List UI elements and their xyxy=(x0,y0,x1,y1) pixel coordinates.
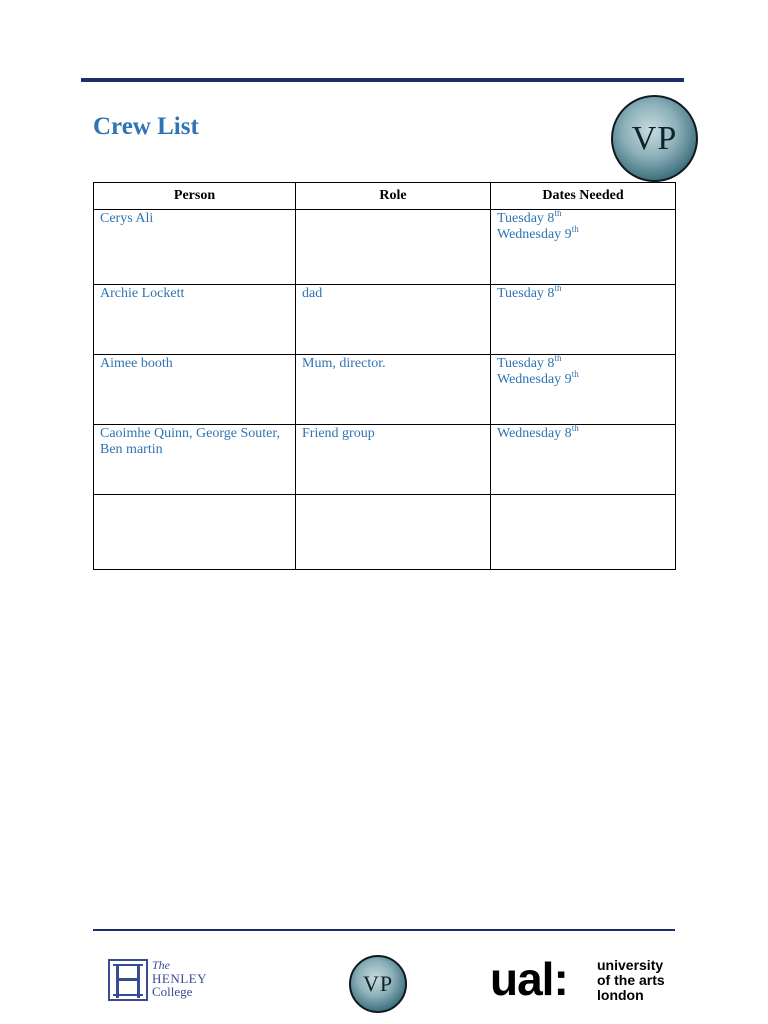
date-text: Wednesday 8 xyxy=(497,426,572,441)
ual-tagline xyxy=(597,958,665,1003)
role-cell xyxy=(296,425,491,495)
vp-logo-text: VP xyxy=(631,119,678,157)
person-name: Aimee booth xyxy=(100,356,173,371)
table-row xyxy=(94,285,676,355)
vp-logo xyxy=(611,95,698,182)
dates-cell xyxy=(491,425,676,495)
role-text: Mum, director. xyxy=(302,356,386,371)
date-text: Wednesday 9 xyxy=(497,372,572,387)
role-cell xyxy=(296,285,491,355)
person-cell xyxy=(94,425,296,495)
henley-wordmark xyxy=(152,959,207,998)
henley-the: The xyxy=(152,958,170,972)
date-text: Tuesday 8 xyxy=(497,211,555,226)
person-name: Archie Lockett xyxy=(100,286,185,301)
crew-table xyxy=(93,182,676,570)
date-suffix: th xyxy=(554,353,562,363)
date-text: Tuesday 8 xyxy=(497,356,555,371)
ual-wordmark: ual: xyxy=(490,953,568,1005)
person-cell xyxy=(94,495,296,570)
header-role: Role xyxy=(296,183,491,210)
person-cell xyxy=(94,210,296,285)
date-line xyxy=(497,208,669,227)
header-person: Person xyxy=(94,183,296,210)
page-title: Crew List xyxy=(93,113,199,140)
dates-cell xyxy=(491,210,676,285)
table-header-row xyxy=(94,183,676,210)
date-text: Wednesday 9 xyxy=(497,227,572,242)
table-row xyxy=(94,210,676,285)
date-suffix: th xyxy=(571,224,579,234)
table-row xyxy=(94,495,676,570)
henley-emblem-icon xyxy=(108,959,148,1001)
role-cell xyxy=(296,210,491,285)
role-text: Friend group xyxy=(302,426,375,441)
dates-cell xyxy=(491,355,676,425)
header-dates-needed: Dates Needed xyxy=(491,183,676,210)
dates-cell xyxy=(491,285,676,355)
person-cell xyxy=(94,285,296,355)
ual-line-1: university xyxy=(597,957,664,973)
date-line xyxy=(497,369,669,388)
henley-college: College xyxy=(152,984,193,999)
role-cell xyxy=(296,495,491,570)
role-text: dad xyxy=(302,286,323,301)
role-cell xyxy=(296,355,491,425)
table-row xyxy=(94,355,676,425)
date-suffix: th xyxy=(554,283,562,293)
footer-rule xyxy=(93,929,675,931)
vp-footer-logo-text: VP xyxy=(362,971,394,996)
date-suffix: th xyxy=(571,369,579,379)
table-row xyxy=(94,425,676,495)
date-text: Tuesday 8 xyxy=(497,286,555,301)
header-rule xyxy=(81,78,684,82)
ual-line-3: london xyxy=(597,987,644,1003)
henley-name: HENLEY xyxy=(152,971,207,986)
date-line xyxy=(497,423,669,442)
ual-line-2: of the arts xyxy=(597,972,665,988)
person-cell xyxy=(94,355,296,425)
person-name: Cerys Ali xyxy=(100,211,154,226)
vp-footer-logo xyxy=(349,955,407,1013)
date-line xyxy=(497,353,669,372)
date-suffix: th xyxy=(571,423,579,433)
date-line xyxy=(497,224,669,243)
date-suffix: th xyxy=(554,208,562,218)
person-name: Caoimhe Quinn, George Souter, Ben martin xyxy=(100,426,280,457)
henley-college-logo xyxy=(108,959,218,1003)
dates-cell xyxy=(491,495,676,570)
date-line xyxy=(497,283,669,302)
